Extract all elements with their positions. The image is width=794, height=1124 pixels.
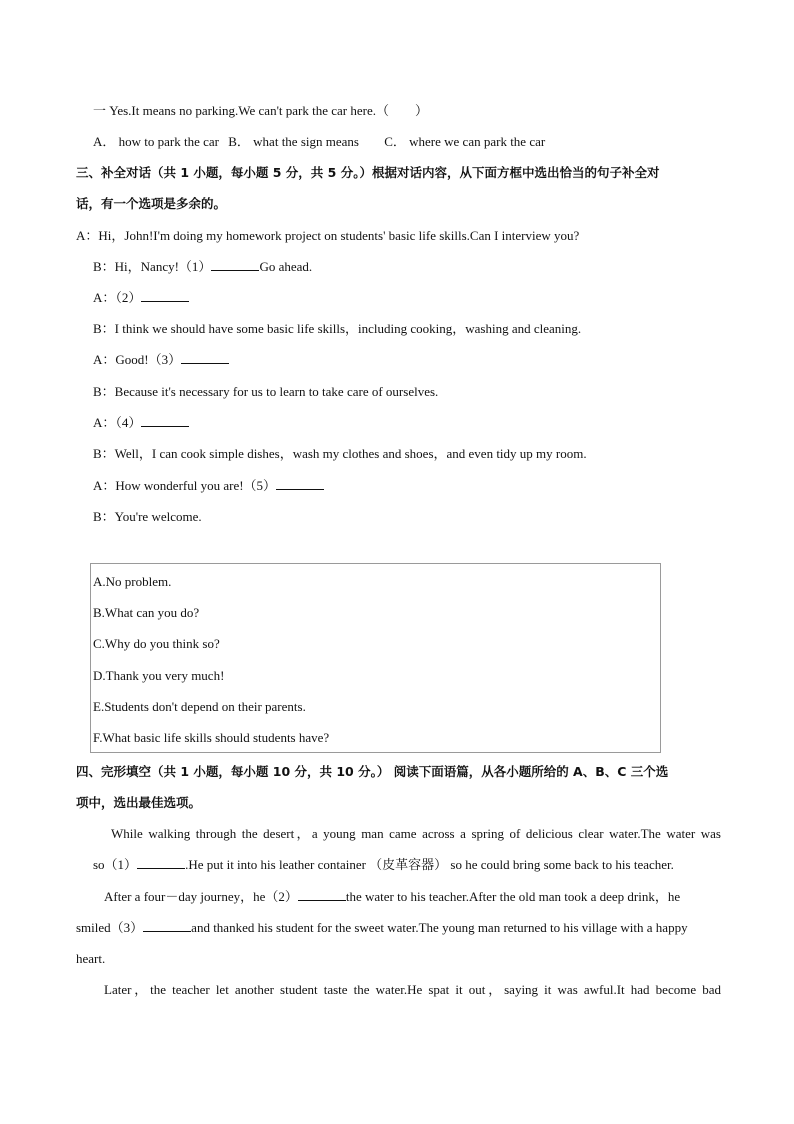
dialogue-text: Go ahead. xyxy=(259,259,313,274)
passage-text: After a four－day journey，he（2） xyxy=(104,889,298,904)
answer-blank xyxy=(137,856,185,869)
answer-blank xyxy=(276,477,324,490)
options-box xyxy=(90,563,661,753)
option-item: B.What can you do? xyxy=(93,605,200,620)
passage-text: so（1） xyxy=(93,857,138,872)
answer-blank xyxy=(141,414,189,427)
section3-heading-cont: 话，有一个选项是多余的。 xyxy=(76,196,227,211)
passage-text: .He put it into his leather container （皮革容器） so he could bring some back to his teacher. xyxy=(185,857,674,872)
section4-heading-cont: 项中，选出最佳选项。 xyxy=(76,795,202,810)
answer-blank xyxy=(211,258,259,271)
dialogue-text: A：How wonderful you are!（5） xyxy=(93,478,277,493)
dialogue-line xyxy=(93,289,189,307)
option-a: A． how to park the car xyxy=(93,134,219,149)
option-item: E.Students don't depend on their parents. xyxy=(93,699,306,714)
passage-line: heart. xyxy=(76,951,106,966)
answer-blank xyxy=(143,919,191,932)
dialogue-line xyxy=(93,351,229,369)
answer-blank xyxy=(141,289,189,302)
prev-question: 一 Yes.It means no parking.We can't park the car here.（ ） xyxy=(93,103,428,118)
passage-line: Later，the teacher let another student taste the water.He spat it out，saying it was awful.It had become bad xyxy=(104,982,721,997)
passage-text: smiled（3） xyxy=(76,920,144,935)
answer-blank xyxy=(298,888,346,901)
passage-text: and thanked his student for the sweet water.The young man returned to his village with a happy xyxy=(191,920,688,935)
dialogue-line: A：Hi，John!I'm doing my homework project on students' basic life skills.Can I interview you? xyxy=(76,228,580,243)
option-c: C． where we can park the car xyxy=(384,134,546,149)
option-item: F.What basic life skills should students have? xyxy=(93,730,330,745)
dialogue-text: A：（4） xyxy=(93,415,142,430)
passage-text: the water to his teacher.After the old man took a deep drink，he xyxy=(345,889,681,904)
answer-blank xyxy=(181,351,229,364)
option-item: D.Thank you very much! xyxy=(93,668,225,683)
option-item: C.Why do you think so? xyxy=(93,636,220,651)
passage-line xyxy=(104,888,680,906)
dialogue-line xyxy=(93,258,312,276)
dialogue-line: B：Well，I can cook simple dishes，wash my clothes and shoes，and even tidy up my room. xyxy=(93,446,587,461)
dialogue-line: B：You're welcome. xyxy=(93,509,202,524)
prev-options xyxy=(93,133,545,151)
dialogue-line xyxy=(93,414,189,432)
passage-line xyxy=(76,919,688,937)
dialogue-line: B：Because it's necessary for us to learn to take care of ourselves. xyxy=(93,384,439,399)
dialogue-text: A：Good!（3） xyxy=(93,352,182,367)
section3-heading: 三、补全对话（共 1 小题，每小题 5 分，共 5 分。）根据对话内容，从下面方框中选出恰当的句子补全对 xyxy=(76,165,660,180)
dialogue-text: B：Hi，Nancy!（1） xyxy=(93,259,212,274)
dialogue-line: B：I think we should have some basic life skills，including cooking，washing and cleaning. xyxy=(93,321,582,336)
section4-heading: 四、完形填空（共 1 小题，每小题 10 分，共 10 分。） 阅读下面语篇，从各小题所给的 A、B、C 三个选 xyxy=(76,764,669,779)
dialogue-text: A：（2） xyxy=(93,290,142,305)
dialogue-line xyxy=(93,477,324,495)
passage-line: While walking through the desert，a young man came across a spring of delicious clear water.The water was xyxy=(111,826,721,841)
option-b: B． what the sign means xyxy=(228,134,359,149)
option-item: A.No problem. xyxy=(93,574,172,589)
passage-line xyxy=(93,856,674,874)
